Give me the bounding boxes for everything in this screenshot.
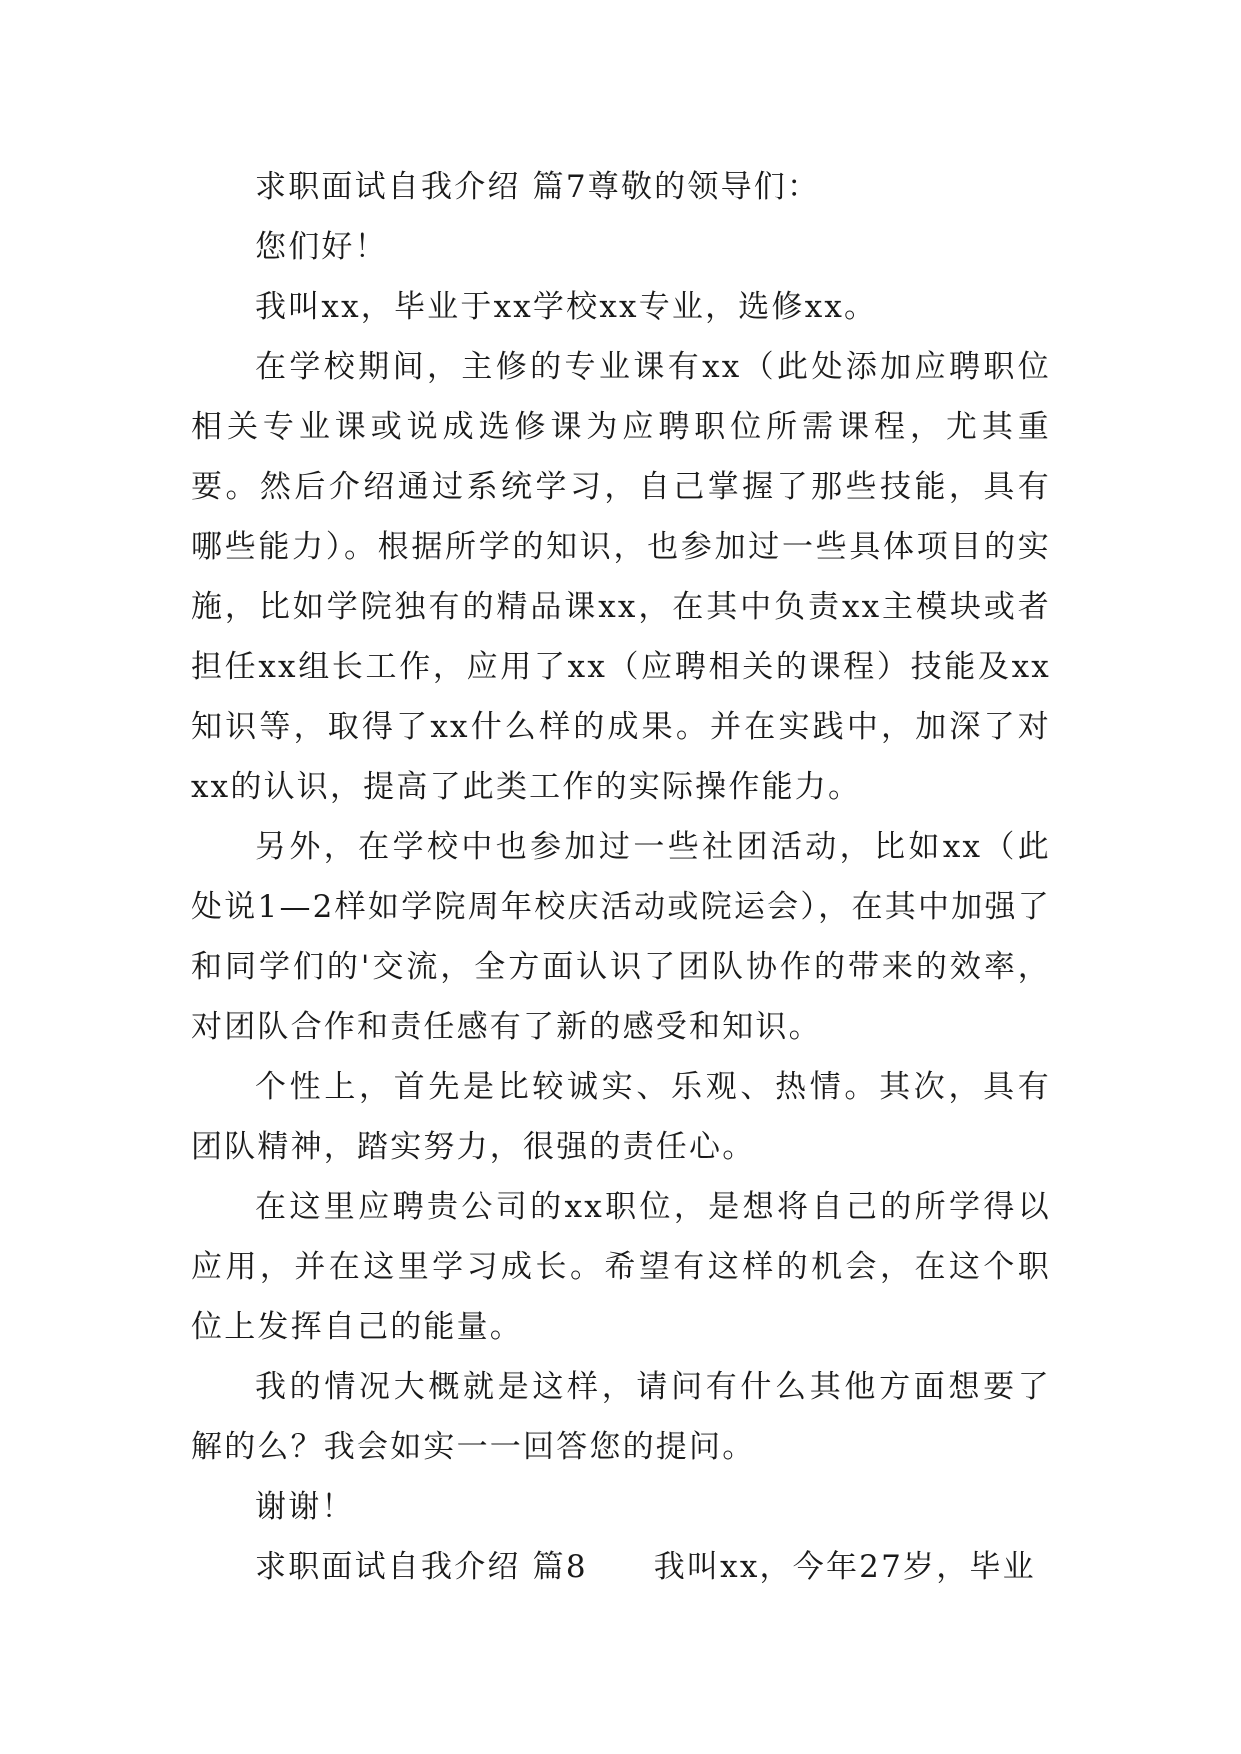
heading-8-title: 求职面试自我介绍 篇8 xyxy=(255,1549,588,1585)
paragraph-greeting: 您们好！ xyxy=(255,229,388,265)
paragraph-school: 在学校期间，主修的专业课有xx（此处添加应聘职位相关专业课或说成选修课为应聘职位所需课程，尤其重要。然后介绍通过系统学习，自己掌握了那些技能，具有哪些能力）。根据所学的知识，也参加过一些具体项目的实施，比如学院独有的精品课xx，在其中负责xx主模块或者担任xx组长工作，应用了xx（应聘相关的课程）技能及xx知识等，取得了xx什么样的成果。并在实践中，加深了对xx的认识，提高了此类工作的实际操作能力。 xyxy=(191,349,1051,805)
paragraph-personality: 个性上，首先是比较诚实、乐观、热情。其次，具有团队精神，踏实努力，很强的责任心。 xyxy=(191,1069,1051,1165)
paragraph-thanks: 谢谢！ xyxy=(255,1489,355,1525)
paragraph-heading-8 xyxy=(191,1537,1051,1597)
paragraph-heading-7: 求职面试自我介绍 篇7尊敬的领导们： xyxy=(255,169,821,205)
paragraph-closing: 我的情况大概就是这样，请问有什么其他方面想要了解的么？我会如实一一回答您的提问。 xyxy=(191,1369,1051,1465)
document-body xyxy=(191,157,1051,1597)
heading-8-text: 我叫xx，今年27岁，毕业 xyxy=(653,1549,1036,1585)
paragraph-application: 在这里应聘贵公司的xx职位，是想将自己的所学得以应用，并在这里学习成长。希望有这样的机会，在这个职位上发挥自己的能量。 xyxy=(191,1189,1051,1345)
paragraph-activities: 另外，在学校中也参加过一些社团活动，比如xx（此处说1—2样如学院周年校庆活动或院运会），在其中加强了和同学们的'交流，全方面认识了团队协作的带来的效率，对团队合作和责任感有了新的感受和知识。 xyxy=(191,829,1051,1045)
paragraph-intro: 我叫xx，毕业于xx学校xx专业，选修xx。 xyxy=(255,289,878,325)
